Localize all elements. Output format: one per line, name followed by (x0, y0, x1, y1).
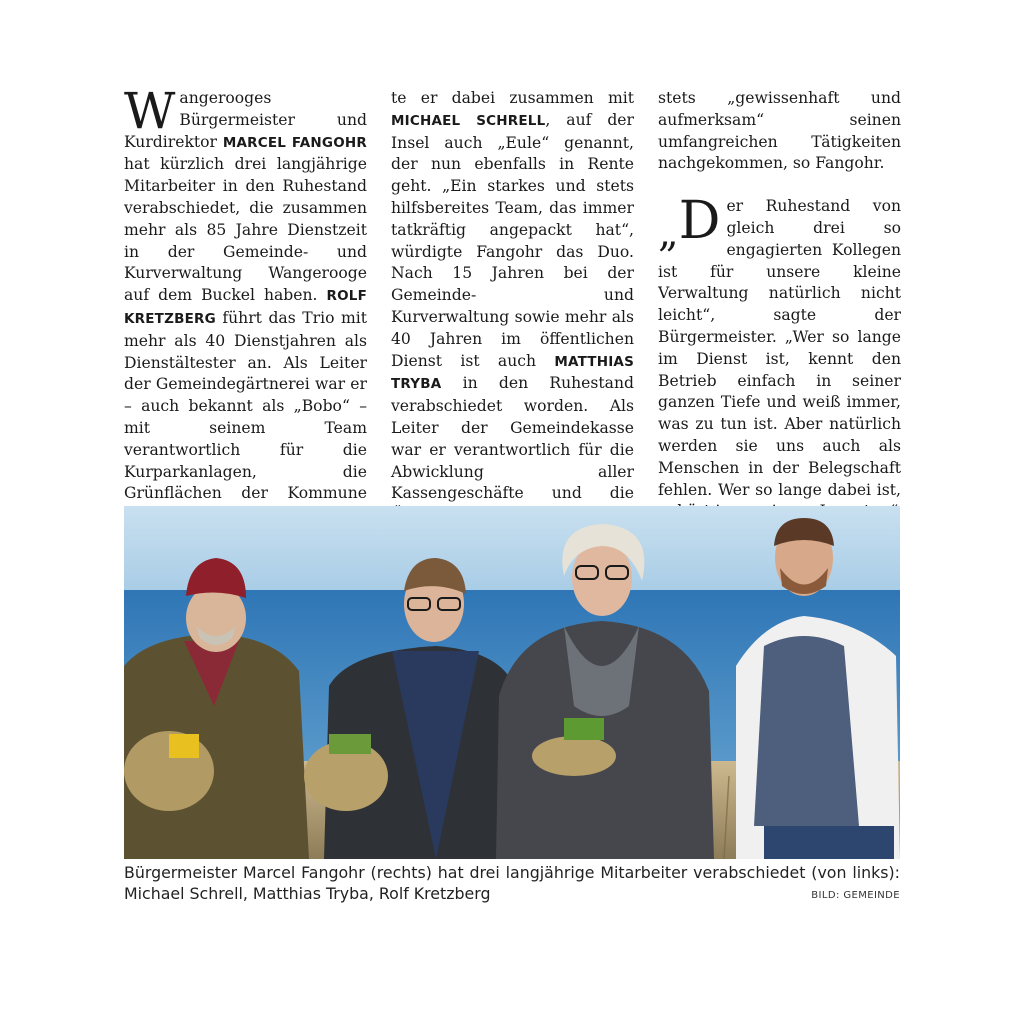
person-name: MATTHIAS TRYBA (391, 353, 634, 393)
body-text: in den Ruhestand verabschiedet worden. Als Leiter der Gemeindekasse war er verantwortlich für die Abwicklung aller Kassengeschäfte und die (391, 374, 634, 503)
body-text: angerooges Bürgermeister und Kurdirektor (124, 89, 367, 151)
quote-drop-cap (658, 191, 721, 257)
article-column-2 (391, 88, 634, 571)
article-photo (124, 506, 900, 859)
person-name: MARCEL FANGOHR (222, 134, 367, 151)
person-name: ROLF KRETZBERG (124, 288, 367, 327)
photo-caption: Bürgermeister Marcel Fangohr (rechts) hat drei langjährige Mitarbeiter verabschiedet (von links): Michael Schrell, Matthias Tryba, Rolf Kretzberg (124, 863, 900, 903)
body-text: führt das Trio mit mehr als 40 Dienstjahren als Dienstältester an. Als Leiter der Gemeindegärtnerei war er – auch bekannt als „Bobo“ – mit seinem Team verantwortlich für die Kurparkanlagen, die Grünflächen der Kommune (124, 308, 367, 503)
photo-illustration (124, 506, 900, 859)
drop-cap: W (124, 82, 176, 140)
body-text: er Ruhestand von gleich drei so engagierten Kollegen ist für unsere kleine Verwaltung natürlich nicht leicht“, sagte der Bürgermeister. „Wer so lange im Dienst ist, kennt den Betrieb einfach in seiner ganzen Tiefe und weiß immer, was zu tun ist. Aber natürlich werden sie uns auch als Menschen in der Belegschaft fehlen. Wer so lange dabei ist, (658, 197, 901, 499)
body-paragraph: stets „gewissenhaft und aufmerksam“ seinen umfangreichen Tätigkeiten nachgekommen, so Fangohr. (658, 89, 901, 173)
drop-cap: D (678, 191, 721, 252)
photo-credit: BILD: GEMEINDE (811, 890, 900, 901)
person-name: MICHAEL SCHRELL (391, 112, 546, 129)
body-text: te er dabei zusammen mit (391, 89, 634, 107)
article-column-3 (658, 88, 901, 523)
quote-mark: „ (658, 210, 679, 257)
body-text: , auf der Insel auch „Eule“ genannt, der nun ebenfalls in Rente geht. „Ein starkes und stets hilfsbereites Team, das immer tatkräftig angepackt hat“, würdigte Fangohr das Duo. Nach 15 Jahren bei der Gemeinde- und Kurverwaltung sowie mehr als 40 Jahren im öffentlichen Dienst ist auch (391, 110, 634, 370)
body-text: hat kürzlich drei langjährige Mitarbeiter in den Ruhestand verabschiedet, die zusammen mehr als 85 Jahre Dienstzeit in der Gemeinde- und Kurverwaltung Wangerooge auf dem Buckel haben. (124, 155, 367, 305)
quote-paragraph (658, 191, 901, 523)
article-column-1 (124, 82, 367, 571)
